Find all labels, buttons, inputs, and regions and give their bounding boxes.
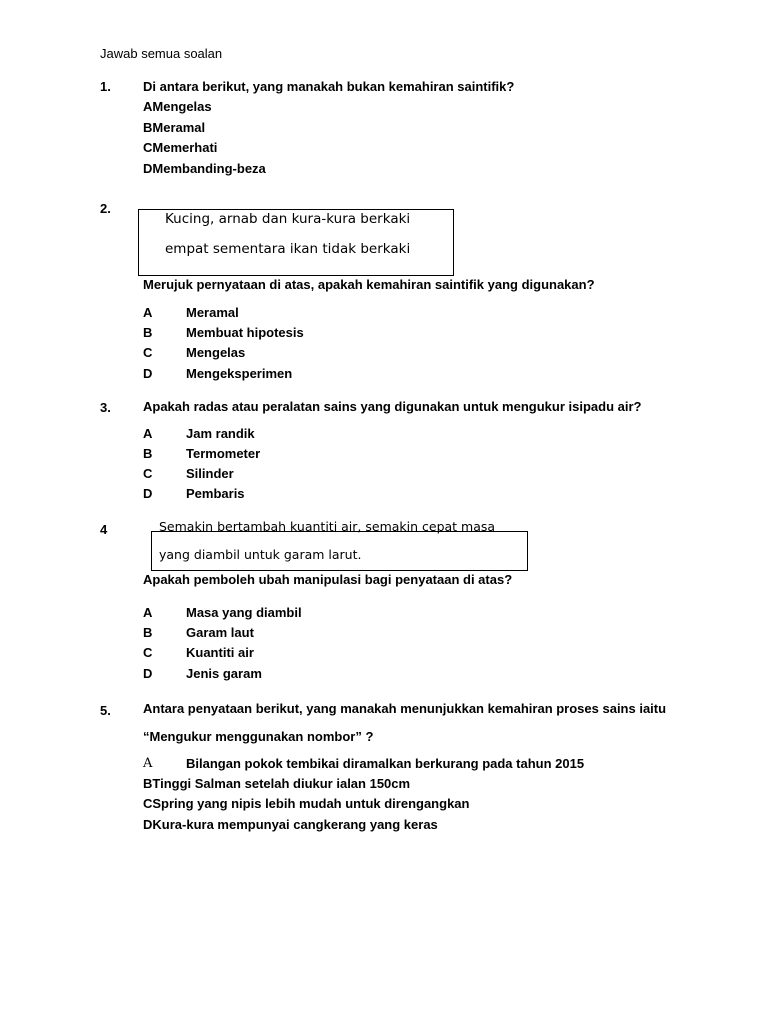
q5-option-c: CSpring yang nipis lebih mudah untuk direngangkan xyxy=(143,796,470,811)
q3-number: 3. xyxy=(100,400,111,415)
q2-box-line1: Kucing, arnab dan kura-kura berkaki xyxy=(165,211,411,227)
q3-option-a-letter: A xyxy=(143,426,153,441)
q3-option-c-text: Silinder xyxy=(186,466,234,481)
q4-option-a-letter: A xyxy=(143,605,153,620)
q3-option-d-letter: D xyxy=(143,486,153,501)
q3-option-b-letter: B xyxy=(143,446,153,461)
q2-option-c-letter: C xyxy=(143,345,153,360)
q4-box-line1: Semakin bertambah kuantiti air, semakin cepat masa xyxy=(159,519,496,534)
q1-option-d: DMembanding-beza xyxy=(143,161,266,176)
q2-option-a-text: Meramal xyxy=(186,305,239,320)
q5-option-a-text: Bilangan pokok tembikai diramalkan berkurang pada tahun 2015 xyxy=(186,756,585,771)
q2-option-c-text: Mengelas xyxy=(186,345,246,360)
q4-box-line2: yang diambil untuk garam larut. xyxy=(159,547,362,562)
q5-quote: “Mengukur menggunakan nombor” ? xyxy=(143,729,374,744)
q1-option-a: AMengelas xyxy=(143,99,212,114)
q4-question: Apakah pemboleh ubah manipulasi bagi penyataan di atas? xyxy=(143,572,513,587)
q2-option-b-text: Membuat hipotesis xyxy=(186,325,304,340)
q2-number: 2. xyxy=(100,201,111,216)
q1-option-b: BMeramal xyxy=(143,120,206,135)
q5-question: Antara penyataan berikut, yang manakah menunjukkan kemahiran proses sains iaitu xyxy=(143,701,667,716)
q3-option-b-text: Termometer xyxy=(186,446,261,461)
page-heading: Jawab semua soalan xyxy=(100,46,223,61)
q5-number: 5. xyxy=(100,703,111,718)
q4-option-b-letter: B xyxy=(143,625,153,640)
q4-option-d-text: Jenis garam xyxy=(186,666,262,681)
q2-option-a-letter: A xyxy=(143,305,153,320)
q1-number: 1. xyxy=(100,79,111,94)
q2-option-d-text: Mengeksperimen xyxy=(186,366,293,381)
q2-option-d-letter: D xyxy=(143,366,153,381)
q5-option-d: DKura-kura mempunyai cangkerang yang keras xyxy=(143,817,438,832)
q4-option-d-letter: D xyxy=(143,666,153,681)
q5-option-a-letter: A xyxy=(143,756,153,771)
q2-box-line2: empat sementara ikan tidak berkaki xyxy=(165,241,411,257)
q4-option-c-text: Kuantiti air xyxy=(186,645,254,660)
q3-question: Apakah radas atau peralatan sains yang digunakan untuk mengukur isipadu air? xyxy=(143,399,642,414)
q4-option-a-text: Masa yang diambil xyxy=(186,605,302,620)
q3-option-d-text: Pembaris xyxy=(186,486,245,501)
q5-option-b: BTinggi Salman setelah diukur ialan 150cm xyxy=(143,776,411,791)
q2-option-b-letter: B xyxy=(143,325,153,340)
q2-question: Merujuk pernyataan di atas, apakah kemahiran saintifik yang digunakan? xyxy=(143,277,595,292)
q4-option-b-text: Garam laut xyxy=(186,625,254,640)
q4-number: 4 xyxy=(100,522,108,537)
q3-option-c-letter: C xyxy=(143,466,153,481)
q3-option-a-text: Jam randik xyxy=(186,426,255,441)
q1-question: Di antara berikut, yang manakah bukan kemahiran saintifik? xyxy=(143,79,515,94)
q4-option-c-letter: C xyxy=(143,645,153,660)
q1-option-c: CMemerhati xyxy=(143,140,218,155)
